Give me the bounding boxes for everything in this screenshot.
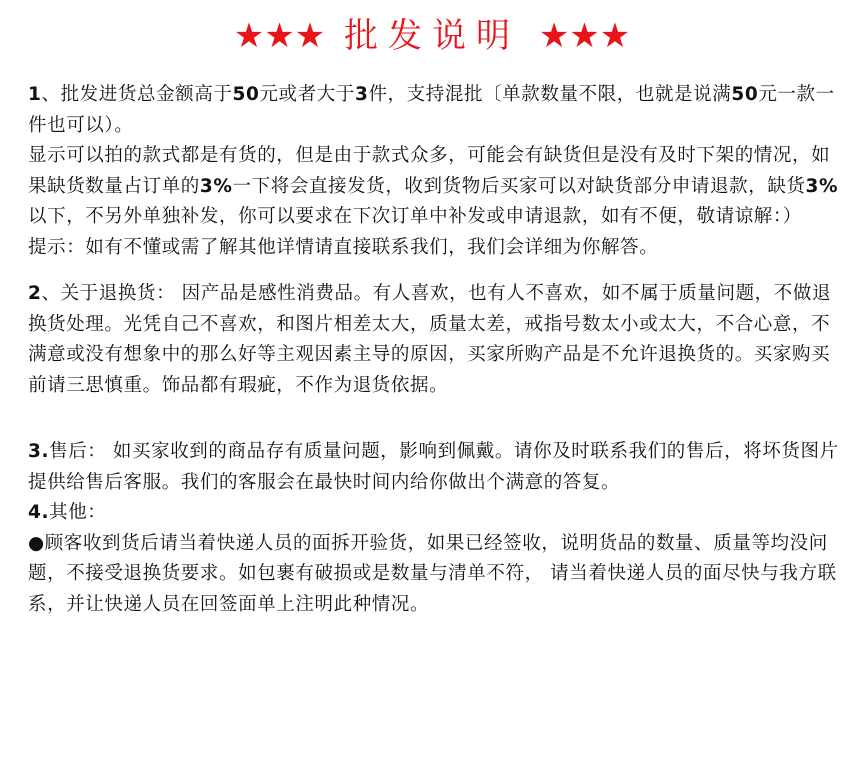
section-4-heading-text: 其他： xyxy=(49,502,107,523)
text-run: 以下，不另外单独补发，你可以要求在下次订单中补发或申请退款，如有不便，敬请谅解：） xyxy=(28,206,802,227)
bold-figure: 3% xyxy=(805,175,839,197)
section-3-paragraph xyxy=(28,437,848,498)
text-run: 显示可以拍的款式都是有货的，但是由于款式众多，可能会有缺货但是没有及时下架的情况，如果缺货数量占订单的 xyxy=(28,145,831,197)
wholesale-notice xyxy=(28,80,848,620)
section-4-heading xyxy=(28,498,848,529)
text-run: 、批发进货总金额高于 xyxy=(41,84,233,105)
bold-figure: 50 xyxy=(232,84,260,105)
bold-figure: 3 xyxy=(354,84,369,105)
section-4-text: 顾客收到货后请当着快递人员的面拆开验货，如果已经签收，说明货品的数量、质量等均没问题，不接受退换货要求。如包裹有破损或是数量与清单不符， 请当着快递人员的面尽快与我方联系，并让快递人员在回签面单上注明此种情况。 xyxy=(28,532,837,615)
section-1-text xyxy=(28,84,835,136)
text-run: 元或者大于 xyxy=(259,84,355,105)
section-2-paragraph xyxy=(28,279,848,401)
section-2-text: 、关于退换货： 因产品是感性消费品。有人喜欢，也有人不喜欢，如不属于质量问题，不做退换货处理。光凭自己不喜欢，和图片相差太大，质量太差，戒指号数太小或太大，不合心意，不满意或没有想象中的那么好等主观因素主导的原因，买家所购产品是不允许退换货的。买家购买前请三思慎重。饰品都有瑕疵，不作为退货依据。 xyxy=(28,283,832,396)
section-1-number: 1 xyxy=(28,84,42,105)
stars-left: ★★★ xyxy=(233,16,326,56)
bold-figure: 3% xyxy=(199,175,233,197)
bullet-icon: ● xyxy=(28,532,45,554)
spacer xyxy=(28,263,848,279)
bold-figure: 50 xyxy=(731,84,759,105)
section-4-paragraph xyxy=(28,529,848,621)
section-2-number: 2 xyxy=(28,283,42,304)
section-4-number: 4. xyxy=(28,502,50,523)
section-3-number: 3. xyxy=(28,441,50,462)
text-run: 件，支持混批〔单款数量不限，也就是说满 xyxy=(368,84,732,105)
spacer xyxy=(28,401,848,437)
section-1-stock-note xyxy=(28,141,848,233)
section-3-text: 售后： 如买家收到的商品存有质量问题，影响到佩戴。请你及时联系我们的售后，将坏货图片提供给售后客服。我们的客服会在最快时间内给你做出个满意的答复。 xyxy=(28,441,839,493)
title-text: 批发说明 xyxy=(344,16,520,56)
text-run: 一下将会直接发货，收到货物后买家可以对缺货部分申请退款，缺货 xyxy=(232,175,806,197)
section-1-paragraph xyxy=(28,80,848,141)
stars-right: ★★★ xyxy=(538,16,631,56)
section-1-tip: 提示：如有不懂或需了解其他详情请直接联系我们，我们会详细为你解答。 xyxy=(28,236,659,258)
text-run: 元一款一件也可以）。 xyxy=(28,84,835,136)
page-title xyxy=(0,12,864,60)
